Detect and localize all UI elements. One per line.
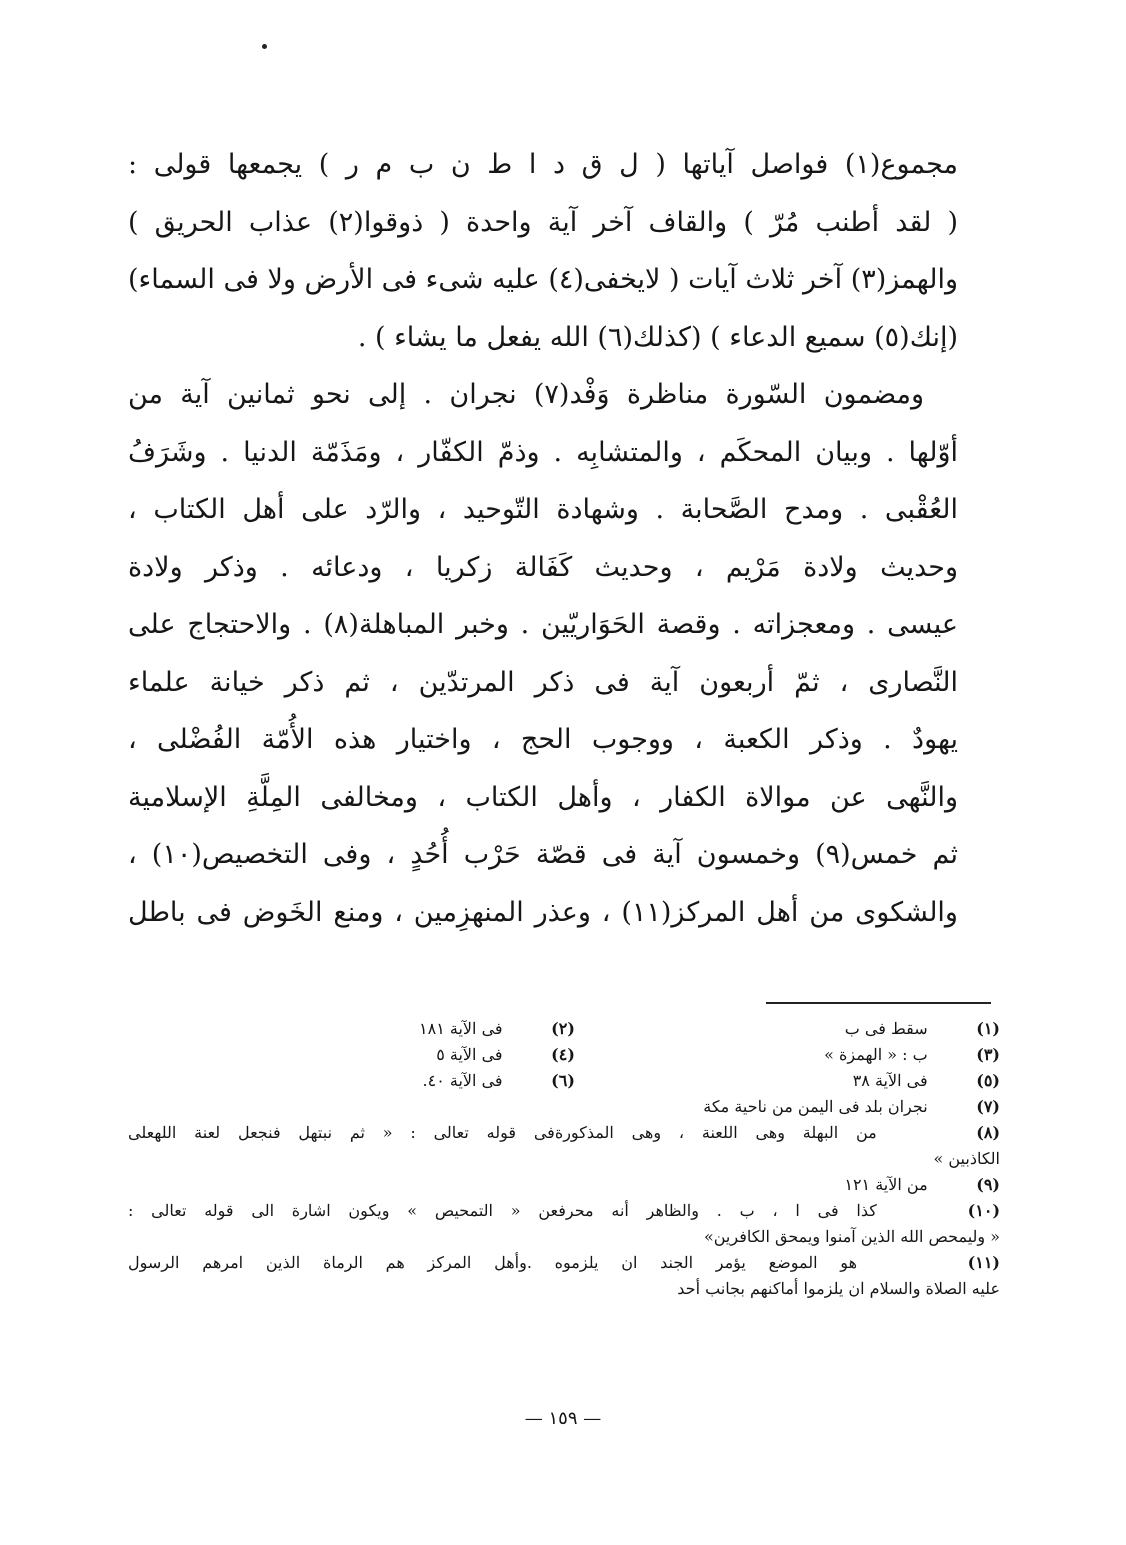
text-line-9: عيسى . ومعجزاته . وقصة الحَوَاريّين . وخبر المباهلة(٨) . والاحتجاج على — [128, 609, 958, 640]
text-line-2: ( لقد أطنب مُرّ ) والقاف آخر آية واحدة ( ذوقوا(٢) عذاب الحريق ) — [128, 206, 958, 238]
footnote-number: (٦) — [551, 1071, 575, 1090]
footnote-6 — [215, 1068, 575, 1094]
footnote-text: نجران بلد فى اليمن من ناحية مكة — [703, 1097, 928, 1116]
footnote-text: فى الآية ٣٨ — [852, 1071, 928, 1090]
footnote-text: فى الآية ١٨١ — [419, 1019, 503, 1038]
footnote-number: (٧) — [976, 1097, 1000, 1116]
footnote-row-1 — [128, 1016, 1000, 1042]
footnote-1 — [640, 1016, 1000, 1042]
main-text — [128, 136, 958, 941]
text-line-1: مجموع(١) فواصل آياتها ( ل ق د ا ط ن ب م ر ) يجمعها قولى : — [128, 149, 958, 180]
footnote-text: هو الموضع يؤمر الجند ان يلزموه .وأهل المركز هم الرماة الذين امرهم الرسول — [128, 1253, 858, 1272]
footnote-number: (٣) — [976, 1045, 1000, 1064]
footnote-11 — [128, 1250, 1000, 1302]
footnote-9 — [128, 1172, 1000, 1198]
footnote-8 — [128, 1120, 1000, 1172]
footnote-number: (٥) — [976, 1071, 1000, 1090]
footnote-number: (٨) — [976, 1123, 1000, 1142]
footnote-row-3 — [128, 1068, 1000, 1094]
footnote-4 — [215, 1042, 575, 1068]
text-line-3: والهمز(٣) آخر ثلاث آيات ( لايخفى(٤) عليه شىء فى الأرض ولا فى السماء) — [128, 264, 958, 295]
text-line-5: ومضمون السّورة مناظرة وَفْد(٧) نجران . إلى نحو ثمانين آية من — [128, 379, 924, 410]
footnote-10 — [128, 1198, 1000, 1250]
footnote-number: (١١) — [967, 1253, 1000, 1272]
text-line-4: (إنك(٥) سميع الدعاء ) (كذلك(٦) الله يفعل ما يشاء ) . — [357, 321, 958, 353]
text-line-6: أوّلها . وبيان المحكَم ، والمتشابِه . وذمّ الكفّار ، ومَذَمّة الدنيا . وشَرَفُ — [128, 436, 958, 468]
footnote-text: ب : « الهمزة » — [824, 1045, 928, 1064]
footnote-2 — [215, 1016, 575, 1042]
footnote-8-line — [128, 1120, 1000, 1146]
footnote-continuation: « وليمحص الله الذين آمنوا ويمحق الكافرين» — [703, 1227, 1000, 1246]
footnote-continuation: عليه الصلاة والسلام ان يلزموا أماكنهم بجانب أحد — [677, 1279, 1000, 1298]
footnote-number: (١٠) — [967, 1201, 1000, 1220]
footnote-7 — [128, 1094, 1000, 1120]
text-line-10: النَّصارى ، ثمّ أربعون آية فى ذكر المرتدّين ، ثم ذكر خيانة علماء — [128, 666, 958, 698]
text-line-7: العُقْبى . ومدح الصَّحابة . وشهادة التّوحيد ، والرّد على أهل الكتاب ، — [128, 494, 958, 525]
text-line-8: وحديث ولادة مَرْيم ، وحديث كَفَالة زكريا ، ودعائه . وذكر ولادة — [128, 551, 958, 583]
text-line-12: والنَّهى عن موالاة الكفار ، وأهل الكتاب ، ومخالفى المِلَّةِ الإسلامية — [128, 781, 958, 813]
text-line-14: والشكوى من أهل المركز(١١) ، وعذر المنهزِمين ، ومنع الخَوض فى باطل — [128, 896, 958, 928]
footnote-number: (٢) — [551, 1019, 575, 1038]
footnote-number: (١) — [976, 1019, 1000, 1038]
footnote-3 — [640, 1042, 1000, 1068]
footnotes — [128, 1016, 1000, 1302]
footnote-continuation: الكاذبين » — [933, 1149, 1000, 1168]
footnote-text: من الآية ١٢١ — [844, 1175, 928, 1194]
ink-speck — [262, 44, 267, 49]
footnote-text: فى الآية ٥ — [436, 1045, 503, 1064]
text-line-13: ثم خمس(٩) وخمسون آية فى قصّة حَرْب أُحُدٍ ، وفى التخصيص(١٠) ، — [128, 839, 958, 870]
footnote-number: (٩) — [976, 1175, 1000, 1194]
footnote-5 — [640, 1068, 1000, 1094]
footnote-11-line — [128, 1250, 1000, 1276]
footnote-text: من البهلة وهى اللعنة ، وهى المذكورةفى قوله تعالى : « ثم نبتهل فنجعل لعنة اللهعلى — [128, 1123, 877, 1142]
footnote-text: فى الآية ٤٠. — [422, 1071, 503, 1090]
footnote-divider — [766, 1002, 991, 1004]
text-line-11: يهودٌ . وذكر الكعبة ، ووجوب الحج ، واختيار هذه الأُمّة الفُضْلى ، — [128, 724, 958, 755]
page-number: — ١٥٩ — — [524, 1408, 602, 1429]
footnote-10-line — [128, 1198, 1000, 1224]
footnote-number: (٤) — [551, 1045, 575, 1064]
footnote-row-2 — [128, 1042, 1000, 1068]
footnote-text: سقط فى ب — [844, 1019, 928, 1038]
footnote-text: كذا فى ا ، ب . والظاهر أنه محرفعن « التمحيص » ويكون اشارة الى قوله تعالى : — [128, 1201, 877, 1220]
